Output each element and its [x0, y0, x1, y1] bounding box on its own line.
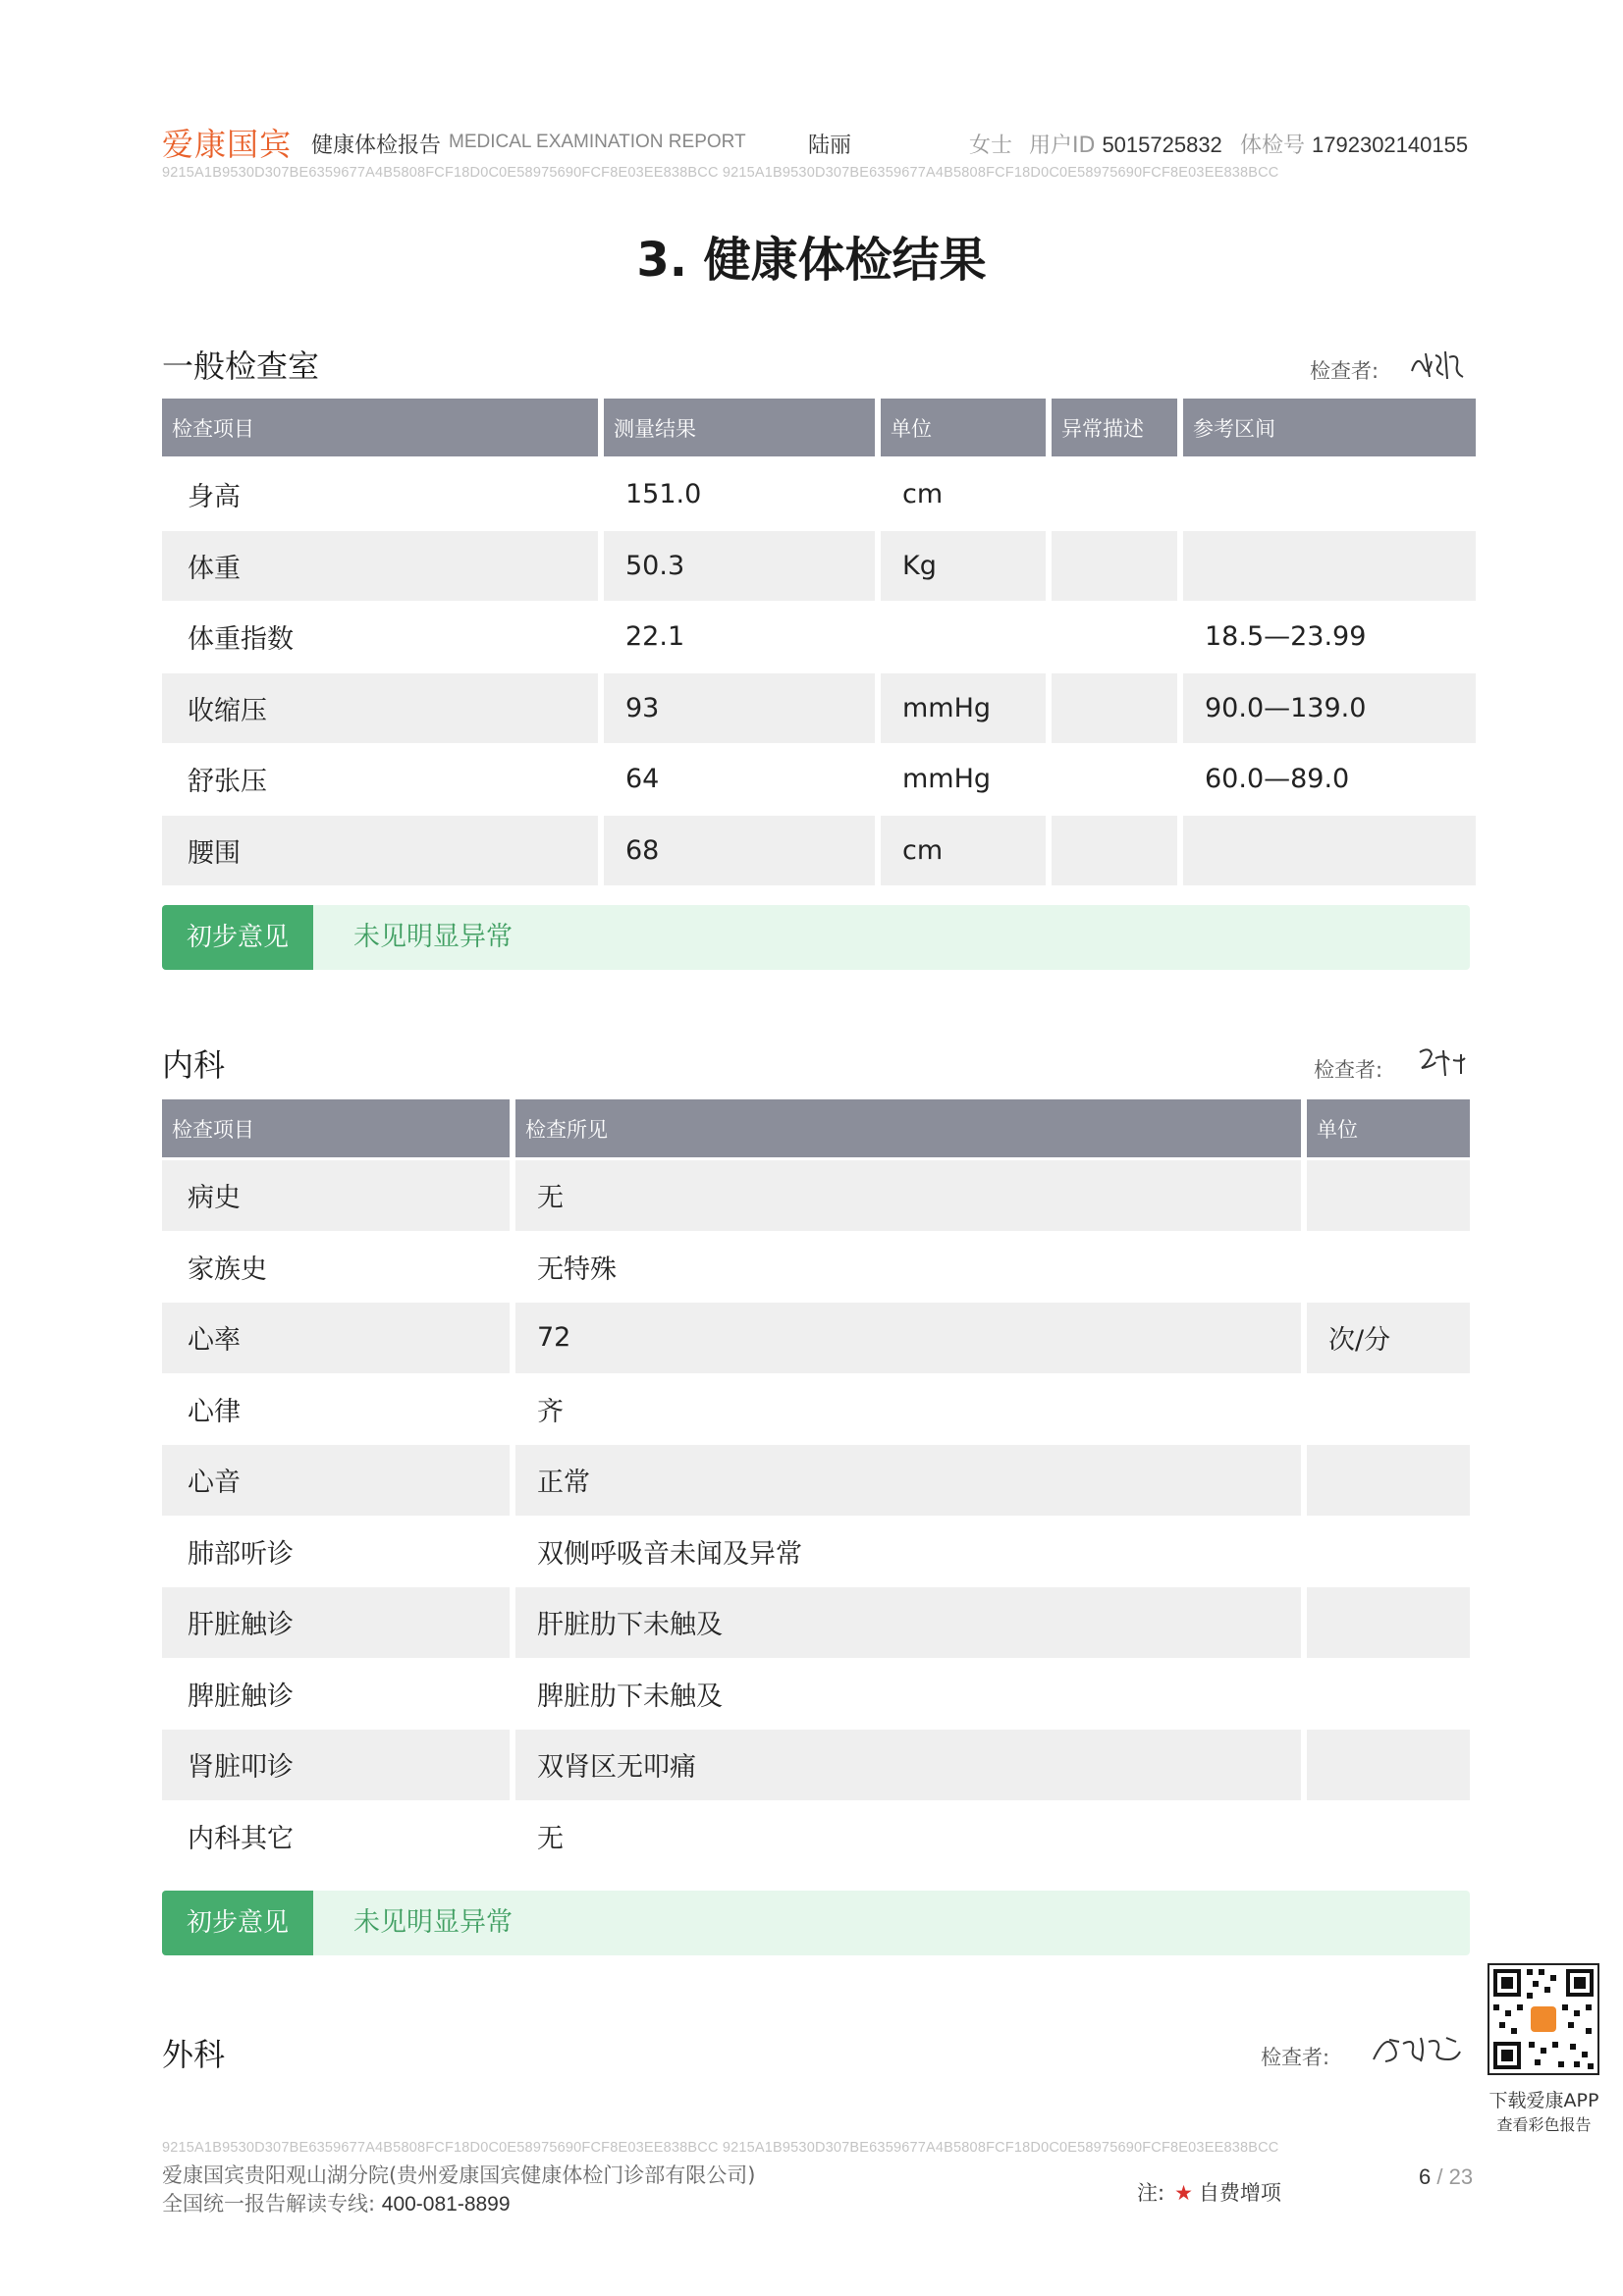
cell-finding: 无: [515, 1801, 1301, 1873]
exam-number: [1240, 129, 1468, 159]
table-row: [162, 1587, 1470, 1659]
cell-item: 脾脏触诊: [162, 1659, 510, 1731]
cell-unit: [1307, 1160, 1470, 1232]
table-row: [162, 1659, 1470, 1731]
qr-caption-view: 查看彩色报告: [1496, 2115, 1592, 2134]
table-row: [162, 1445, 1470, 1517]
patient-name: 陆丽: [808, 133, 852, 158]
footer-hotline: [162, 2188, 511, 2217]
user-id: [1029, 129, 1222, 159]
cell-finding: 正常: [515, 1445, 1301, 1517]
cell-ref: [1183, 816, 1476, 887]
star-icon: ★: [1174, 2181, 1193, 2205]
section-title-surgery: 外科: [162, 2036, 226, 2073]
hotline-label: 全国统一报告解读专线:: [162, 2192, 376, 2216]
col-header-item: 检查项目: [162, 399, 598, 459]
table-header-row: [162, 399, 1476, 459]
cell-ref: 18.5—23.99: [1183, 602, 1476, 673]
cell-item: 肾脏叩诊: [162, 1730, 510, 1801]
report-header: [162, 120, 1470, 163]
table-row: [162, 1374, 1470, 1446]
cell-item: 心律: [162, 1374, 510, 1446]
cell-finding: 肝脏肋下未触及: [515, 1587, 1301, 1659]
cell-ref: [1183, 459, 1476, 531]
cell-unit: cm: [881, 816, 1046, 887]
cell-unit: 次/分: [1307, 1303, 1470, 1374]
report-title-en: MEDICAL EXAMINATION REPORT: [449, 132, 746, 152]
col-header-abnormal: 异常描述: [1052, 399, 1177, 459]
col-header-ref: 参考区间: [1183, 399, 1476, 459]
opinion-label: 初步意见: [162, 905, 313, 970]
table-row: [162, 673, 1476, 745]
examiner-label-internal: 检查者:: [1314, 1058, 1383, 1082]
section-title-general: 一般检查室: [162, 347, 320, 385]
cell-ref: 60.0—89.0: [1183, 744, 1476, 816]
cell-abnormal: [1052, 673, 1177, 745]
page-separator: /: [1436, 2164, 1443, 2189]
user-id-value: 5015725832: [1102, 133, 1222, 157]
table-row: [162, 816, 1476, 887]
general-exam-table: [156, 399, 1482, 886]
cell-abnormal: [1052, 744, 1177, 816]
col-header-unit: 单位: [881, 399, 1046, 459]
cell-item: 家族史: [162, 1232, 510, 1304]
brand-logo: 爱康国宾: [162, 126, 293, 163]
cell-unit: Kg: [881, 531, 1046, 603]
table-header-row: [162, 1099, 1470, 1160]
cell-unit: [881, 602, 1046, 673]
footer-branch: 爱康国宾贵阳观山湖分院(贵州爱康国宾健康体检门诊部有限公司): [162, 2163, 756, 2187]
cell-unit: [1307, 1374, 1470, 1446]
cell-abnormal: [1052, 602, 1177, 673]
table-row: [162, 459, 1476, 531]
exam-number-value: 1792302140155: [1312, 133, 1469, 157]
col-header-item: 检查项目: [162, 1099, 510, 1160]
cell-finding: 齐: [515, 1374, 1301, 1446]
qr-code-icon: [1489, 1965, 1597, 2073]
cell-unit: [1307, 1730, 1470, 1801]
table-row: [162, 1801, 1470, 1873]
cell-finding: 无: [515, 1160, 1301, 1232]
opinion-text: 未见明显异常: [353, 1907, 513, 1938]
examiner-label-general: 检查者:: [1310, 359, 1380, 383]
cell-result: 151.0: [604, 459, 875, 531]
cell-result: 64: [604, 744, 875, 816]
cell-item: 身高: [162, 459, 598, 531]
hotline-number: 400-081-8899: [381, 2193, 511, 2216]
table-row: [162, 1730, 1470, 1801]
cell-result: 93: [604, 673, 875, 745]
cell-abnormal: [1052, 459, 1177, 531]
qr-caption-download: 下载爱康APP: [1488, 2090, 1599, 2111]
cell-unit: [1307, 1232, 1470, 1304]
col-header-result: 测量结果: [604, 399, 875, 459]
cell-abnormal: [1052, 816, 1177, 887]
opinion-label: 初步意见: [162, 1891, 313, 1955]
patient-gender: 女士: [969, 133, 1013, 158]
opinion-text: 未见明显异常: [353, 922, 513, 952]
cell-abnormal: [1052, 531, 1177, 603]
cell-ref: [1183, 531, 1476, 603]
cell-item: 心率: [162, 1303, 510, 1374]
examiner-signature-surgery: [1370, 2026, 1468, 2069]
cell-item: 舒张压: [162, 744, 598, 816]
cell-result: 22.1: [604, 602, 875, 673]
cell-finding: 双侧呼吸音未闻及异常: [515, 1517, 1301, 1588]
cell-item: 体重指数: [162, 602, 598, 673]
cell-finding: 72: [515, 1303, 1301, 1374]
cell-unit: [1307, 1445, 1470, 1517]
cell-unit: [1307, 1517, 1470, 1588]
cell-result: 50.3: [604, 531, 875, 603]
opinion-box-general: [162, 905, 1470, 970]
page-number: [1419, 2164, 1473, 2190]
table-row: [162, 1517, 1470, 1588]
cell-item: 肺部听诊: [162, 1517, 510, 1588]
cell-finding: 无特殊: [515, 1232, 1301, 1304]
note-text: 自费增项: [1198, 2181, 1281, 2205]
user-id-label: 用户ID: [1029, 133, 1096, 158]
cell-finding: 双肾区无叩痛: [515, 1730, 1301, 1801]
cell-result: 68: [604, 816, 875, 887]
table-row: [162, 1303, 1470, 1374]
cell-item: 肝脏触诊: [162, 1587, 510, 1659]
page-total: 23: [1448, 2164, 1474, 2189]
cell-unit: mmHg: [881, 744, 1046, 816]
section-title-internal: 内科: [162, 1046, 226, 1084]
col-header-unit: 单位: [1307, 1099, 1470, 1160]
table-row: [162, 1232, 1470, 1304]
table-row: [162, 744, 1476, 816]
cell-item: 收缩压: [162, 673, 598, 745]
cell-unit: [1307, 1659, 1470, 1731]
cell-item: 体重: [162, 531, 598, 603]
examiner-label-surgery: 检查者:: [1261, 2046, 1330, 2069]
page-current: 6: [1419, 2164, 1432, 2189]
header-hash: 9215A1B9530D307BE6359677A4B5808FCF18D0C0E58975690FCF8E03EE838BCC 9215A1B9530D307BE6359677A4B5808FCF18D0C0E58975690FCF8E03EE838BCC: [162, 165, 1279, 181]
page-title: 3. 健康体检结果: [636, 233, 987, 288]
cell-item: 内科其它: [162, 1801, 510, 1873]
col-header-finding: 检查所见: [515, 1099, 1301, 1160]
footer-note: [1137, 2177, 1281, 2207]
report-title-cn: 健康体检报告: [311, 133, 442, 158]
exam-number-label: 体检号: [1240, 133, 1306, 158]
examiner-signature-internal: [1414, 1041, 1469, 1082]
cell-ref: 90.0—139.0: [1183, 673, 1476, 745]
cell-unit: [1307, 1587, 1470, 1659]
cell-item: 心音: [162, 1445, 510, 1517]
footer-hash: 9215A1B9530D307BE6359677A4B5808FCF18D0C0E58975690FCF8E03EE838BCC 9215A1B9530D307BE6359677A4B5808FCF18D0C0E58975690FCF8E03EE838BCC: [162, 2140, 1279, 2156]
internal-exam-table: [156, 1099, 1476, 1872]
cell-item: 病史: [162, 1160, 510, 1232]
table-row: [162, 1160, 1470, 1232]
examiner-signature-general: [1406, 344, 1465, 385]
table-row: [162, 531, 1476, 603]
table-row: [162, 602, 1476, 673]
note-label: 注:: [1137, 2181, 1165, 2205]
cell-unit: [1307, 1801, 1470, 1873]
cell-unit: mmHg: [881, 673, 1046, 745]
opinion-box-internal: [162, 1891, 1470, 1955]
cell-item: 腰围: [162, 816, 598, 887]
qr-code[interactable]: [1488, 1963, 1599, 2075]
cell-finding: 脾脏肋下未触及: [515, 1659, 1301, 1731]
cell-unit: cm: [881, 459, 1046, 531]
